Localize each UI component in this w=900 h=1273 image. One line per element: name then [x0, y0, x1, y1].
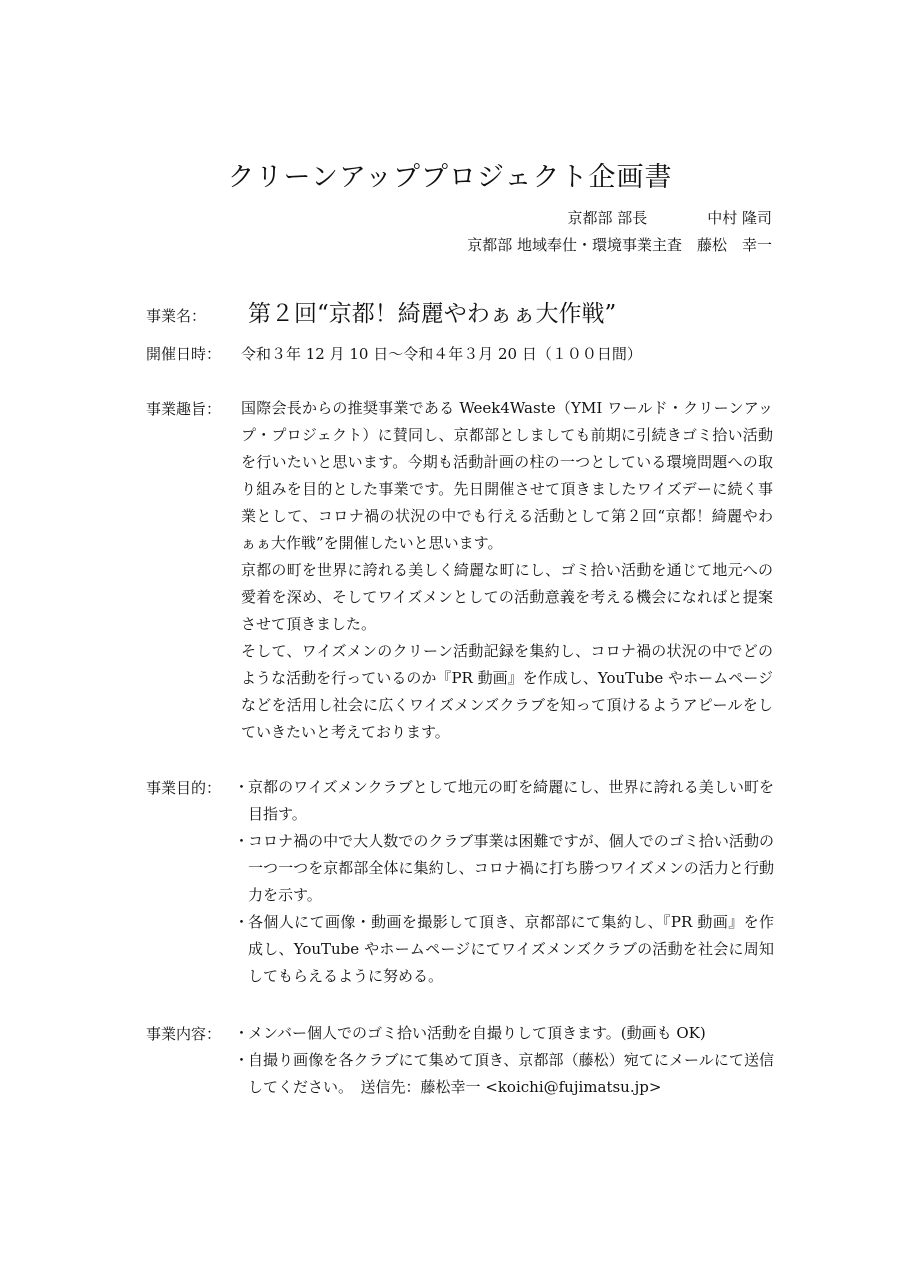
- content-label: 事業内容：: [146, 1025, 222, 1043]
- author-line-chair: 京都部 部長 中村 隆司: [567, 209, 772, 227]
- dates-value: 令和３年 12 月 10 日～令和４年３月 20 日（１００日間）: [241, 345, 642, 363]
- purpose-paragraph: 国際会長からの推奨事業である Week4Waste（YMI ワールド・クリーンアップ・プロジェクト）に賛同し、京都部としましても前期に引続きゴミ拾い活動を行いたいと思います。今期も活動計画の柱の一つとしている環境問題への取り組みを目的とした事業です。先日開催させて頂きましたワイズデーに続く事業として、コロナ禍の状況の中でも行える活動として第２回“京都！綺麗やわぁぁ大作戦”を開催したいと思います。: [241, 399, 773, 552]
- objectives-list: [234, 774, 774, 990]
- event-name-value: 第２回“京都！綺麗やわぁぁ大作戦”: [248, 301, 617, 327]
- author-line-coordinator: 京都部 地域奉仕・環境事業主査 藤松 幸一: [467, 236, 772, 254]
- list-item: [234, 1047, 774, 1101]
- bullet-mark: ・: [234, 1024, 250, 1042]
- list-item-text: 自撮り画像を各クラブにて集めて頂き、京都部（藤松）宛てにメールにて送信してください。 送信先：藤松幸一 <koichi@fujimatsu.jp>: [248, 1051, 774, 1096]
- list-item-text: 京都のワイズメンクラブとして地元の町を綺麗にし、世界に誇れる美しい町を目指す。: [248, 778, 774, 823]
- list-item: [234, 828, 774, 909]
- bullet-mark: ・: [234, 913, 250, 931]
- bullet-mark: ・: [234, 832, 250, 850]
- content-list: [234, 1020, 774, 1101]
- list-item-text: メンバー個人でのゴミ拾い活動を自撮りして頂きます。(動画も OK): [248, 1024, 706, 1042]
- dates-label: 開催日時：: [146, 345, 222, 363]
- list-item: [234, 1020, 774, 1047]
- purpose-paragraph: 京都の町を世界に誇れる美しく綺麗な町にし、ゴミ拾い活動を通じて地元への愛着を深め、そしてワイズメンとしての活動意義を考える機会になればと提案させて頂きました。: [241, 561, 773, 633]
- objectives-label: 事業目的：: [146, 779, 222, 797]
- list-item-text: 各個人にて画像・動画を撮影して頂き、京都部にて集約し、『PR 動画』を作成し、YouTube やホームページにてワイズメンズクラブの活動を社会に周知してもらえるように努める。: [248, 913, 774, 985]
- bullet-mark: ・: [234, 1051, 250, 1069]
- list-item: [234, 909, 774, 990]
- list-item: [234, 774, 774, 828]
- bullet-mark: ・: [234, 778, 250, 796]
- list-item-text: コロナ禍の中で大人数でのクラブ事業は困難ですが、個人でのゴミ拾い活動の一つ一つを京都部全体に集約し、コロナ禍に打ち勝つワイズメンの活力と行動力を示す。: [248, 832, 774, 904]
- event-name-label: 事業名：: [146, 307, 207, 325]
- purpose-paragraph: そして、ワイズメンのクリーン活動記録を集約し、コロナ禍の状況の中でどのような活動を行っているのか『PR 動画』を作成し、YouTube やホームページなどを活用し社会に広くワイズメンズクラブを知って頂けるようアピールをしていきたいと考えております。: [241, 642, 773, 741]
- document-title: クリーンアッププロジェクト企画書: [227, 162, 673, 193]
- purpose-label: 事業趣旨：: [146, 400, 222, 418]
- purpose-section: [241, 395, 773, 746]
